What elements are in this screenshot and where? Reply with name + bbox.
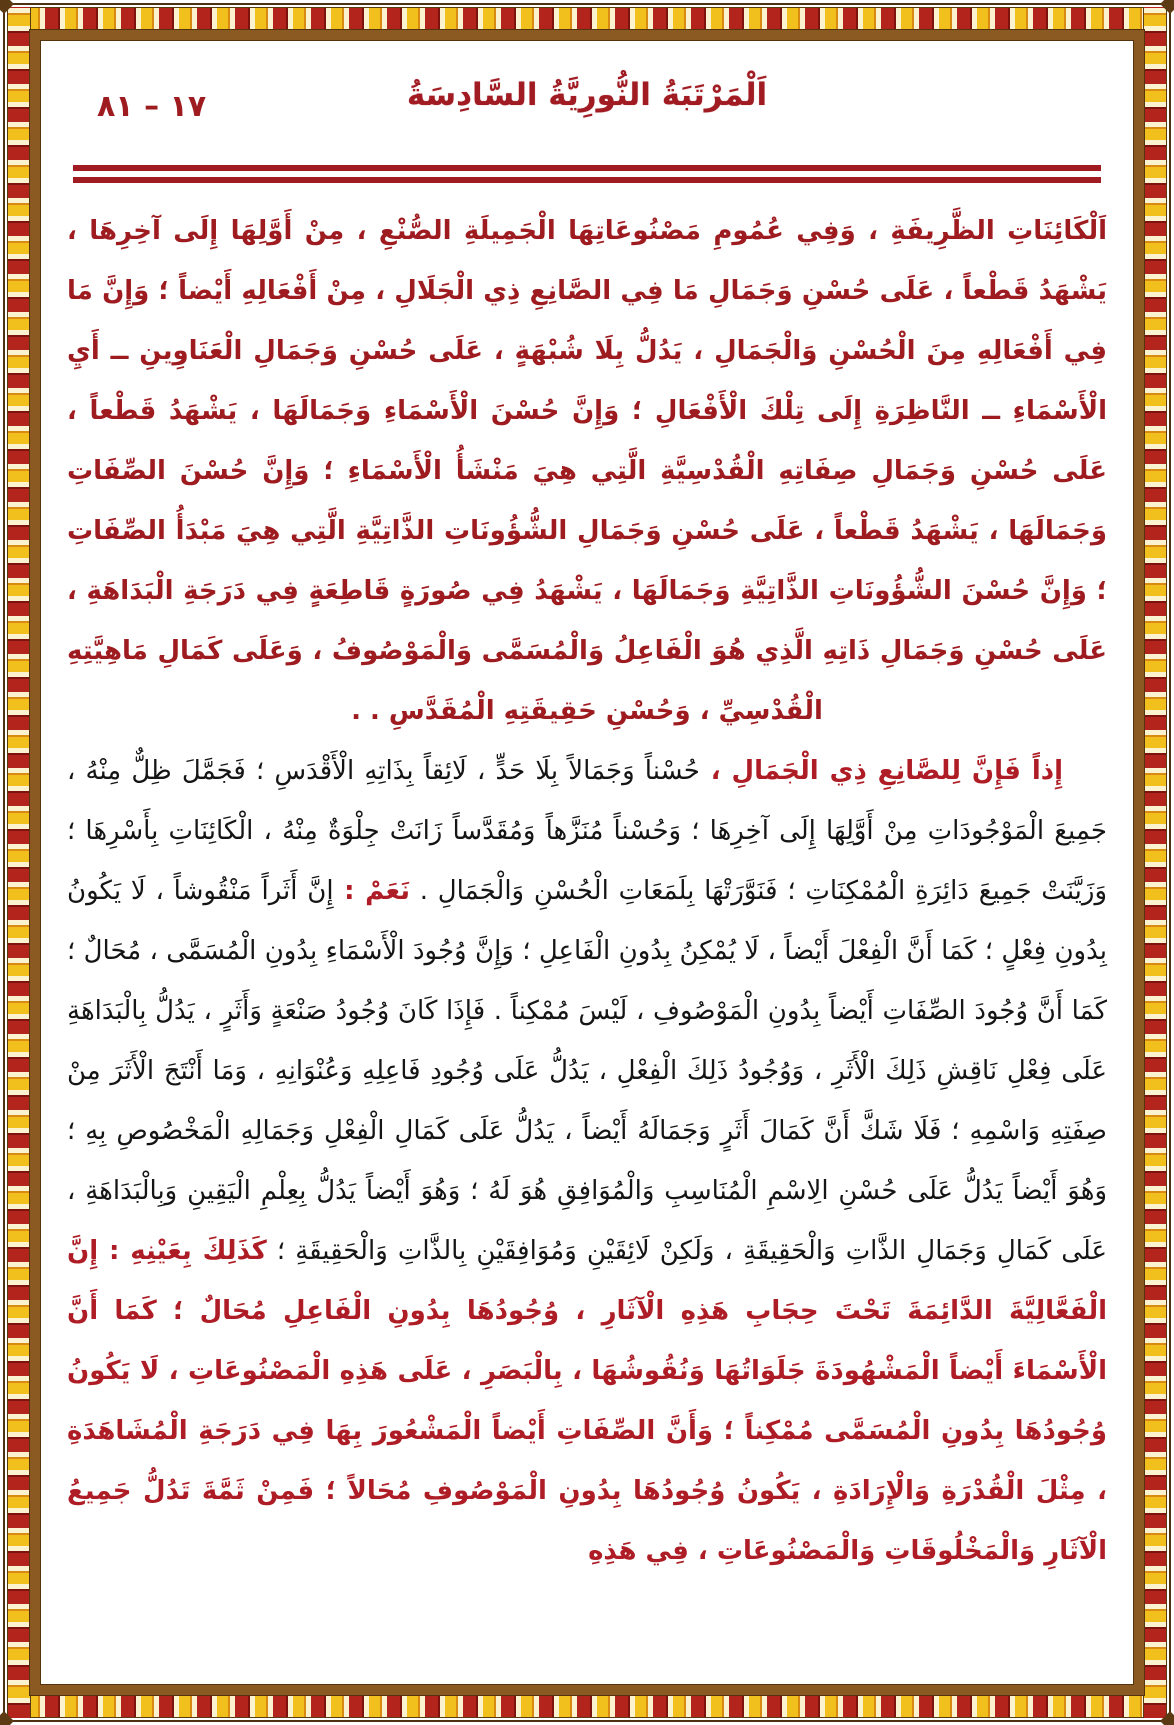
page-header (67, 77, 1107, 159)
text-segment-maroon: اَلْكَائِنَاتِ الظَّرِيفَةِ ، وَفِي عُمُومِ مَصْنُوعَاتِهَا الْجَمِيلَةِ الصُّنْعِ ، مِنْ أَوَّلِهَا إِلَى آخِرِهَا ، يَشْهَدُ قَطْعاً ، عَلَى حُسْنِ وَجَمَالِ مَا فِي الصَّانِعِ ذِي الْجَلَالِ ، مِنْ أَفْعَالِهِ أَيْضاً ؛ وَإِنَّ مَا فِي أَفْعَالِهِ مِنَ الْحُسْنِ وَالْجَمَالِ ، يَدُلُّ بِلَا شُبْهَةٍ ، عَلَى حُسْنِ وَجَمَالِ الْعَنَاوِينِ ــ أَيِ الْأَسْمَاءِ ــ النَّاظِرَةِ إِلَى تِلْكَ الْأَفْعَالِ ؛ وَإِنَّ حُسْنَ الْأَسْمَاءِ وَجَمَالَهَا ، يَشْهَدُ قَطْعاً ، عَلَى حُسْنِ وَجَمَالِ صِفَاتِهِ الْقُدْسِيَّةِ الَّتِي هِيَ مَنْشَأُ الْأَسْمَاءِ ؛ وَإِنَّ حُسْنَ الصِّفَاتِ وَجَمَالَهَا ، يَشْهَدُ قَطْعاً ، عَلَى حُسْنِ وَجَمَالِ الشُّؤُونَاتِ الذَّاتِيَّةِ الَّتِي هِيَ مَبْدَأُ الصِّفَاتِ ؛ وَإِنَّ حُسْنَ الشُّؤُونَاتِ الذَّاتِيَّةِ وَجَمَالَهَا ، يَشْهَدُ فِي صُورَةٍ قَاطِعَةٍ فِي دَرَجَةِ الْبَدَاهَةِ ، عَلَى حُسْنِ وَجَمَالِ ذَاتِهِ الَّذِي هُوَ الْفَاعِلُ وَالْمُسَمَّى وَالْمَوْصُوفُ ، وَعَلَى كَمَالِ مَاهِيَّتِهِ الْقُدْسِيِّ ، وَحُسْنِ حَقِيقَتِهِ الْمُقَدَّسِ . . (67, 216, 1107, 726)
title-divider (73, 165, 1101, 183)
page-title: اَلْمَرْتَبَةُ النُّورِيَّةُ السَّادِسَةُ (406, 77, 768, 113)
corner-finial-icon (1160, 0, 1174, 14)
text-segment-black: إِنَّ أَثَراً مَنْقُوشاً ، لَا يَكُونُ بِدُونِ فِعْلٍ ؛ كَمَا أَنَّ الْفِعْلَ أَيْضاً ، لَا يُمْكِنُ بِدُونِ الْفَاعِلِ ؛ وَإِنَّ وُجُودَ الْأَسْمَاءِ بِدُونِ الْمُسَمَّى ، مُحَالٌ ؛ كَمَا أَنَّ وُجُودَ الصِّفَاتِ أَيْضاً بِدُونِ الْمَوْصُوفِ ، لَيْسَ مُمْكِناً . فَإِذَا كَانَ وُجُودُ صَنْعَةٍ وَأَثَرٍ ، يَدُلُّ بِالْبَدَاهَةِ عَلَى فِعْلِ نَاقِشِ ذَلِكَ الْأَثَرِ ، وَوُجُودُ ذَلِكَ الْفِعْلِ ، يَدُلُّ عَلَى وُجُودِ فَاعِلِهِ وَعُنْوَانِهِ ، وَمَا أَنْتَجَ الْأَثَرَ مِنْ صِفَتِهِ وَاسْمِهِ ؛ فَلَا شَكَّ أَنَّ كَمَالَ أَثَرٍ وَجَمَالَهُ أَيْضاً ، يَدُلُّ عَلَى كَمَالِ الْفِعْلِ وَجَمَالِهِ الْمَخْصُوصِ بِهِ ؛ وَهُوَ أَيْضاً يَدُلُّ عَلَى حُسْنِ الِاسْمِ الْمُنَاسِبِ وَالْمُوَافِقِ هُوَ لَهُ ؛ وَهُوَ أَيْضاً يَدُلُّ بِعِلْمِ الْيَقِينِ وَبِالْبَدَاهَةِ ، عَلَى كَمَالِ وَجَمَالِ الذَّاتِ وَالْحَقِيقَةِ ، وَلَكِنْ لَائِقَيْنِ وَمُوَافِقَيْنِ بِالذَّاتِ وَالْحَقِيقَةِ ؛ (67, 876, 1107, 1266)
corner-finial-icon (1160, 1711, 1174, 1725)
text-segment-red: إِذاً فَإِنَّ لِلصَّانِعِ ذِي الْجَمَالِ ، (699, 756, 1063, 786)
text-segment-red: نَعَمْ : (333, 876, 410, 906)
decorative-border-top (7, 7, 1167, 31)
text-body (67, 201, 1107, 1581)
page-number: ١٧ – ٨١ (97, 89, 207, 124)
decorative-border-left (7, 7, 31, 1718)
corner-finial-icon (0, 0, 14, 14)
text-segment-black: حُسْناً وَجَمَالاً بِلَا حَدٍّ ، لَائِقاً بِذَاتِهِ الْأَقْدَسِ ؛ فَجَمَّلَ ظِلٌّ مِنْهُ ، جَمِيعَ الْمَوْجُودَاتِ مِنْ أَوَّلِهَا إِلَى آخِرِهَا ؛ وَحُسْناً مُنَزَّهاً وَمُقَدَّساً زَانَتْ جِلْوَةٌ مِنْهُ ، الْكَائِنَاتِ بِأَسْرِهَا ؛ وَزَيَّنَتْ جَمِيعَ دَائِرَةِ الْمُمْكِنَاتِ ؛ فَنَوَّرَتْهَا بِلَمَعَاتِ الْحُسْنِ وَالْجَمَالِ . (67, 756, 1108, 906)
decorative-border-bottom (7, 1694, 1167, 1718)
corner-finial-icon (0, 1711, 14, 1725)
text-segment-red: كَذَلِكَ بِعَيْنِهِ : إِنَّ الْفَعَّالِيَّةَ الدَّائِمَةَ تَحْتَ حِجَابِ هَذِهِ الْآثَارِ ، وُجُودُهَا بِدُونِ الْفَاعِلِ مُحَالٌ ؛ كَمَا أَنَّ الْأَسْمَاءَ أَيْضاً الْمَشْهُودَةَ جَلَوَاتُهَا وَنُقُوشُهَا ، بِالْبَصَرِ ، عَلَى هَذِهِ الْمَصْنُوعَاتِ ، لَا يَكُونُ وُجُودُهَا بِدُونِ الْمُسَمَّى مُمْكِناً ؛ وَأَنَّ الصِّفَاتِ أَيْضاً الْمَشْعُورَ بِهَا فِي دَرَجَةِ الْمُشَاهَدَةِ ، مِثْلَ الْقُدْرَةِ وَالْإِرَادَةِ ، يَكُونُ وُجُودُهَا بِدُونِ الْمَوْصُوفِ مُحَالاً ؛ فَمِنْ ثَمَّةَ تَدُلُّ جَمِيعُ الْآثَارِ وَالْمَخْلُوقَاتِ وَالْمَصْنُوعَاتِ ، فِي هَذِهِ (67, 1236, 1107, 1566)
page-content (41, 41, 1133, 1684)
paragraph-1 (67, 201, 1107, 741)
paragraph-2 (67, 741, 1107, 1581)
decorative-border-right (1143, 7, 1167, 1718)
